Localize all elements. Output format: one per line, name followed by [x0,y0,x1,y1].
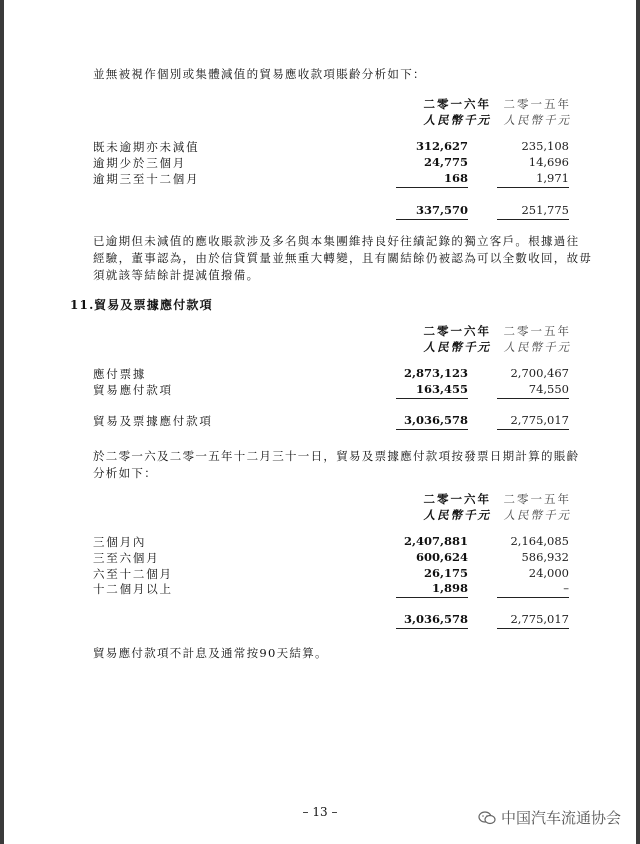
section-11-heading [70,296,213,313]
table1-row-label: 逾期三至十二個月 [93,172,200,186]
page-number: – 13 – [302,805,338,819]
table1-value-2015: 14,696 [528,155,569,169]
table2-value-2015: 2,700,467 [510,366,569,380]
table3-total-rule-2016 [396,628,468,629]
section-title: 貿易及票據應付款項 [94,298,213,312]
table1-total-2015: 251,775 [521,203,569,217]
table2-value-2015: 74,550 [528,382,569,396]
table3-row-label: 十二個月以上 [93,582,173,596]
wechat-icon [478,811,496,825]
header-2016-unit: 人民幣千元 [423,508,491,522]
intro-ageing-text: 並無被視作個別或集體減值的貿易應收款項賬齡分析如下： [93,67,426,81]
table3-value-2016: 26,175 [423,566,468,580]
table3-total-2015: 2,775,017 [510,612,569,626]
header-2015: 二零一五年 [503,492,571,506]
header-2015-unit: 人民幣千元 [503,508,571,522]
table3-total-rule-2015 [497,628,569,629]
table1-total-rule-2015 [497,219,569,220]
table3-value-2015: 586,932 [521,550,569,564]
invoice-ageing-paragraph-line: 分析如下： [93,466,157,480]
overdue-paragraph-line: 須就該等結餘計提減值撥備。 [93,268,260,282]
table2-total-2016: 3,036,578 [403,413,468,427]
table3-value-2015: – [563,581,569,595]
table3-subtotal-rule-2016 [396,597,468,598]
section-number: 11. [70,298,95,312]
table2-total-rule-2015 [497,429,569,430]
table2-row-label: 貿易應付款項 [93,383,173,397]
table2-value-2016: 163,455 [415,382,468,396]
table2-subtotal-rule-2016 [396,398,468,399]
overdue-paragraph-line: 已逾期但未減值的應收賬款涉及多名與本集團維持良好往績記錄的獨立客戶。根據過往 [93,234,580,248]
header-2016: 二零一六年 [423,324,491,338]
header-2015-unit: 人民幣千元 [503,113,571,127]
header-2016: 二零一六年 [423,97,491,111]
header-2016-unit: 人民幣千元 [423,113,491,127]
header-2015: 二零一五年 [503,97,571,111]
table3-row-label: 三個月內 [93,535,147,549]
header-2016: 二零一六年 [423,492,491,506]
table2-value-2016: 2,873,123 [403,366,468,380]
table2-subtotal-rule-2015 [497,398,569,399]
table1-value-2016: 24,775 [423,155,468,169]
table1-subtotal-rule-2016 [396,187,468,188]
table1-row-label: 既未逾期亦未減值 [93,140,200,154]
table1-value-2016: 168 [443,171,468,185]
header-2015-unit: 人民幣千元 [503,340,571,354]
table3-row-label: 三至六個月 [93,551,160,565]
table1-subtotal-rule-2015 [497,187,569,188]
table1-value-2016: 312,627 [415,139,468,153]
table3-total-2016: 3,036,578 [403,612,468,626]
header-2015: 二零一五年 [503,324,571,338]
table3-value-2016: 2,407,881 [403,534,468,548]
overdue-paragraph-line: 經驗，董事認為，由於信貸質量並無重大轉變，且有關結餘仍被認為可以全數收回，故毋 [93,251,593,265]
header-2016-unit: 人民幣千元 [423,340,491,354]
table1-row-label: 逾期少於三個月 [93,156,187,170]
table2-total-label: 貿易及票據應付款項 [93,414,213,428]
table3-value-2016: 600,624 [415,550,468,564]
table3-value-2016: 1,898 [431,581,468,595]
table3-value-2015: 24,000 [528,566,569,580]
table1-total-rule-2016 [396,219,468,220]
payment-terms-text: 貿易應付款項不計息及通常按90天結算。 [93,646,328,660]
table1-value-2015: 235,108 [521,139,569,153]
table3-row-label: 六至十二個月 [93,567,173,581]
invoice-ageing-paragraph-line: 於二零一六及二零一五年十二月三十一日，貿易及票據應付款項按發票日期計算的賬齡 [93,449,580,463]
table1-total-2016: 337,570 [415,203,468,217]
table2-row-label: 應付票據 [93,367,147,381]
table2-total-rule-2016 [396,429,468,430]
table3-value-2015: 2,164,085 [510,534,569,548]
table2-total-2015: 2,775,017 [510,413,569,427]
watermark-text: 中国汽车流通协会 [501,809,622,827]
table3-subtotal-rule-2015 [497,597,569,598]
watermark [478,807,621,828]
table1-value-2015: 1,971 [536,171,569,185]
